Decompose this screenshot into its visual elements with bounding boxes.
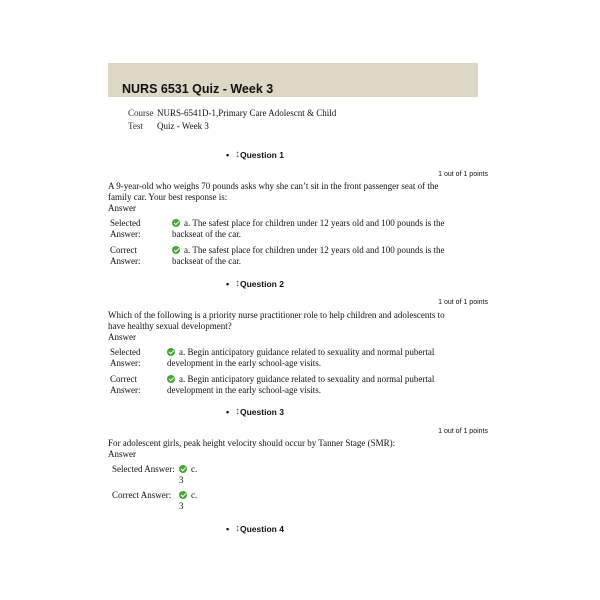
- course-label: Course: [128, 108, 154, 118]
- question-2-title: Question 2: [240, 279, 284, 289]
- question-3-correct-label: Correct Answer:: [112, 490, 172, 500]
- question-3-selected-value: 3: [179, 475, 184, 485]
- question-1-correct-text: a. The safest place for children under 12 years old and 100 pounds is the backseat of the car.: [172, 245, 445, 266]
- question-1-heading[interactable]: [226, 149, 284, 161]
- question-3-points: 1 out of 1 points: [438, 428, 488, 435]
- vertical-arrow-icon: ↕: [235, 406, 240, 417]
- question-1-points: 1 out of 1 points: [438, 171, 488, 178]
- question-2-correct-text: a. Begin anticipatory guidance related to sexuality and normal pubertal development in the early school-age visits.: [167, 374, 435, 395]
- check-circle-icon: [179, 465, 187, 473]
- question-3-correct-answer: [179, 490, 197, 512]
- question-3-text: [108, 438, 458, 460]
- question-2-prompt: Which of the following is a priority nurse practitioner role to help children and adolescents to have healthy sexual development?: [108, 310, 445, 331]
- check-circle-icon: [167, 348, 175, 356]
- test-label: Test: [128, 121, 143, 131]
- question-4-heading[interactable]: [226, 523, 284, 535]
- question-2-selected-answer: [167, 347, 462, 369]
- question-3-selected-answer: [179, 464, 197, 486]
- vertical-arrow-icon: ↕: [235, 278, 240, 289]
- check-circle-icon: [172, 246, 180, 254]
- question-3-correct-value: 3: [179, 501, 184, 511]
- answer-label: Answer: [108, 449, 136, 459]
- bullet: •: [226, 524, 230, 534]
- check-circle-icon: [172, 219, 180, 227]
- question-3-correct-letter: c.: [191, 490, 198, 500]
- question-3-prompt: For adolescent girls, peak height velocity should occur by Tanner Stage (SMR):: [108, 438, 396, 448]
- bullet: •: [226, 279, 230, 289]
- question-2-correct-answer: [167, 374, 462, 396]
- question-1-selected-text: a. The safest place for children under 12 years old and 100 pounds is the backseat of the car.: [172, 218, 445, 239]
- question-1-correct-answer: [172, 245, 462, 267]
- question-2-selected-text: a. Begin anticipatory guidance related to sexuality and normal pubertal development in the early school-age visits.: [167, 347, 435, 368]
- question-1-selected-label: Selected Answer:: [110, 218, 141, 239]
- bullet: •: [226, 150, 230, 160]
- question-3-selected-label: Selected Answer:: [112, 464, 175, 474]
- question-1-title: Question 1: [240, 150, 284, 160]
- question-1-selected-answer: [172, 218, 462, 240]
- question-2-correct-label: Correct Answer:: [110, 374, 141, 395]
- answer-label: Answer: [108, 332, 136, 342]
- question-1-prompt: A 9-year-old who weighs 70 pounds asks why she can’t sit in the front passenger seat of the family car. Your best response is:: [108, 181, 439, 202]
- question-1-correct-label: Correct Answer:: [110, 245, 141, 266]
- question-3-heading[interactable]: [226, 406, 284, 418]
- question-1-text: [108, 181, 458, 214]
- vertical-arrow-icon: ↕: [235, 523, 240, 534]
- check-circle-icon: [167, 375, 175, 383]
- question-3-selected-letter: c.: [191, 464, 198, 474]
- header-bar: [108, 63, 478, 97]
- page-title: NURS 6531 Quiz - Week 3: [122, 82, 274, 96]
- question-2-text: [108, 310, 458, 343]
- vertical-arrow-icon: ↕: [235, 149, 240, 160]
- question-4-title: Question 4: [240, 524, 284, 534]
- question-2-points: 1 out of 1 points: [438, 299, 488, 306]
- answer-label: Answer: [108, 203, 136, 213]
- question-3-title: Question 3: [240, 407, 284, 417]
- bullet: •: [226, 407, 230, 417]
- course-value: NURS-6541D-1,Primary Care Adolescnt & Child: [157, 108, 337, 118]
- check-circle-icon: [179, 491, 187, 499]
- question-2-selected-label: Selected Answer:: [110, 347, 141, 368]
- test-value: Quiz - Week 3: [157, 121, 209, 131]
- question-2-heading[interactable]: [226, 278, 284, 290]
